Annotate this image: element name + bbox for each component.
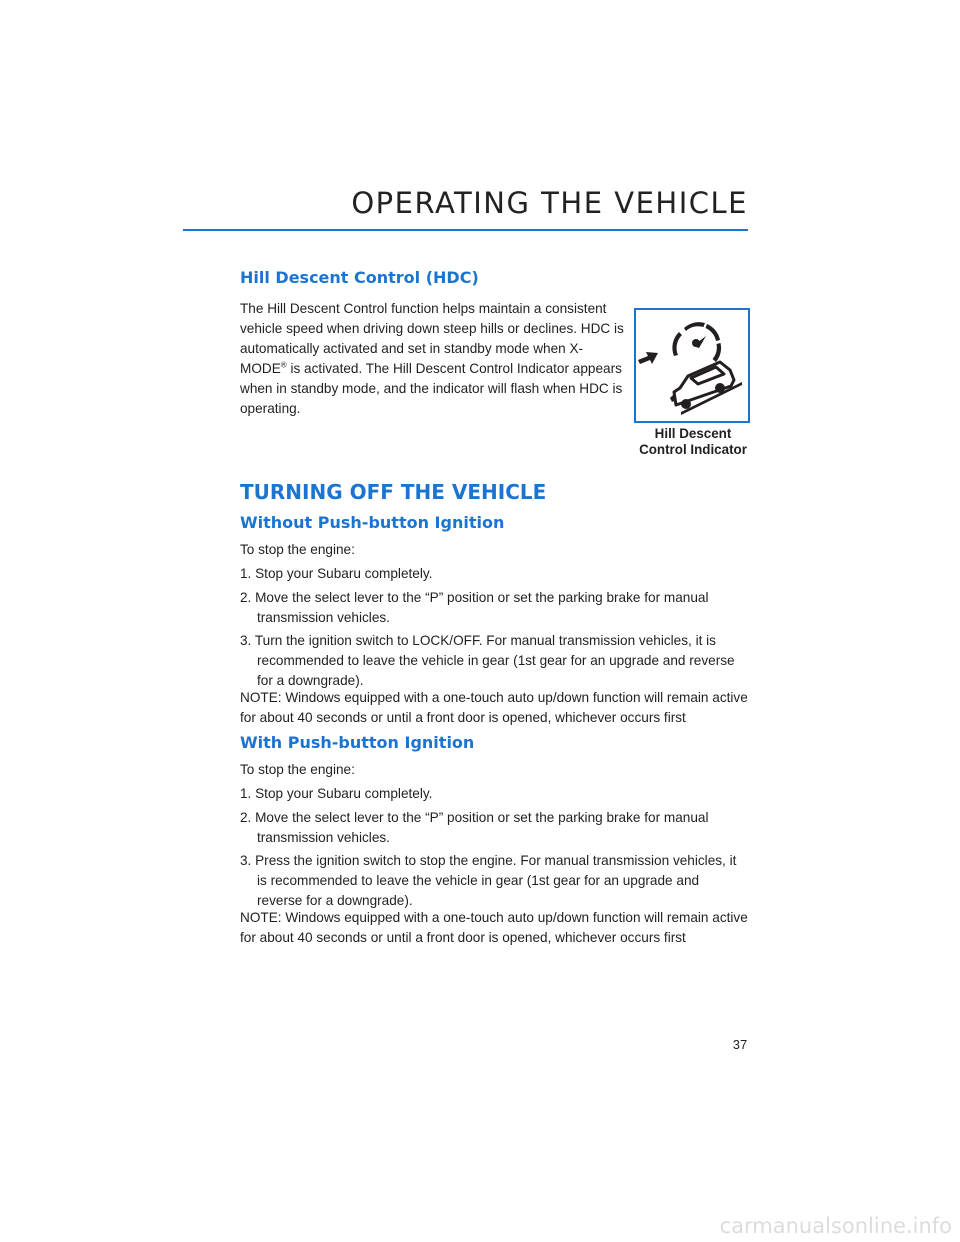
with-intro: To stop the engine: (240, 762, 355, 777)
without-note: NOTE: Windows equipped with a one-touch auto up/down function will remain active for about 40 seconds or until a front door is opened, whichever occurs first (240, 690, 748, 725)
with-note: NOTE: Windows equipped with a one-touch auto up/down function will remain active for about 40 seconds or until a front door is opened, whichever occurs first (240, 910, 748, 945)
without-intro: To stop the engine: (240, 542, 355, 557)
header-divider (183, 229, 748, 231)
with-step-3: 3. Press the ignition switch to stop the engine. For manual transmission vehicles, it is recommended to leave the vehicle in gear (1st gear for an upgrade and reverse for a downgrade). (240, 853, 737, 908)
with-step-1: 1. Stop your Subaru completely. (240, 786, 433, 801)
hill-descent-indicator-icon (634, 308, 750, 423)
with-step-2: 2. Move the select lever to the “P” position or set the parking brake for manual transmission vehicles. (240, 810, 709, 845)
indicator-caption: Hill Descent Control Indicator (639, 426, 747, 457)
hdc-description: The Hill Descent Control function helps maintain a consistent vehicle speed when driving down steep hills or declines. HDC is automatically activated and set in standby mode when X-MODE® is activated. The Hill Descent Control Indicator appears when in standby mode, and the indicator will flash when HDC is operating. (240, 301, 624, 416)
with-push-button-heading: With Push-button Ignition (240, 733, 475, 752)
page-number: 37 (732, 1037, 748, 1052)
without-step-2: 2. Move the select lever to the “P” position or set the parking brake for manual transmission vehicles. (240, 590, 709, 625)
without-step-1: 1. Stop your Subaru completely. (240, 566, 433, 581)
watermark: carmanualsonline.info (719, 1214, 952, 1238)
page-header-title: OPERATING THE VEHICLE (351, 186, 748, 220)
hdc-heading: Hill Descent Control (HDC) (240, 268, 479, 287)
turning-off-heading: TURNING OFF THE VEHICLE (240, 480, 547, 504)
without-step-3: 3. Turn the ignition switch to LOCK/OFF. For manual transmission vehicles, it is recommended to leave the vehicle in gear (1st gear for an upgrade and reverse for a downgrade). (240, 633, 735, 688)
without-push-button-heading: Without Push-button Ignition (240, 513, 505, 532)
